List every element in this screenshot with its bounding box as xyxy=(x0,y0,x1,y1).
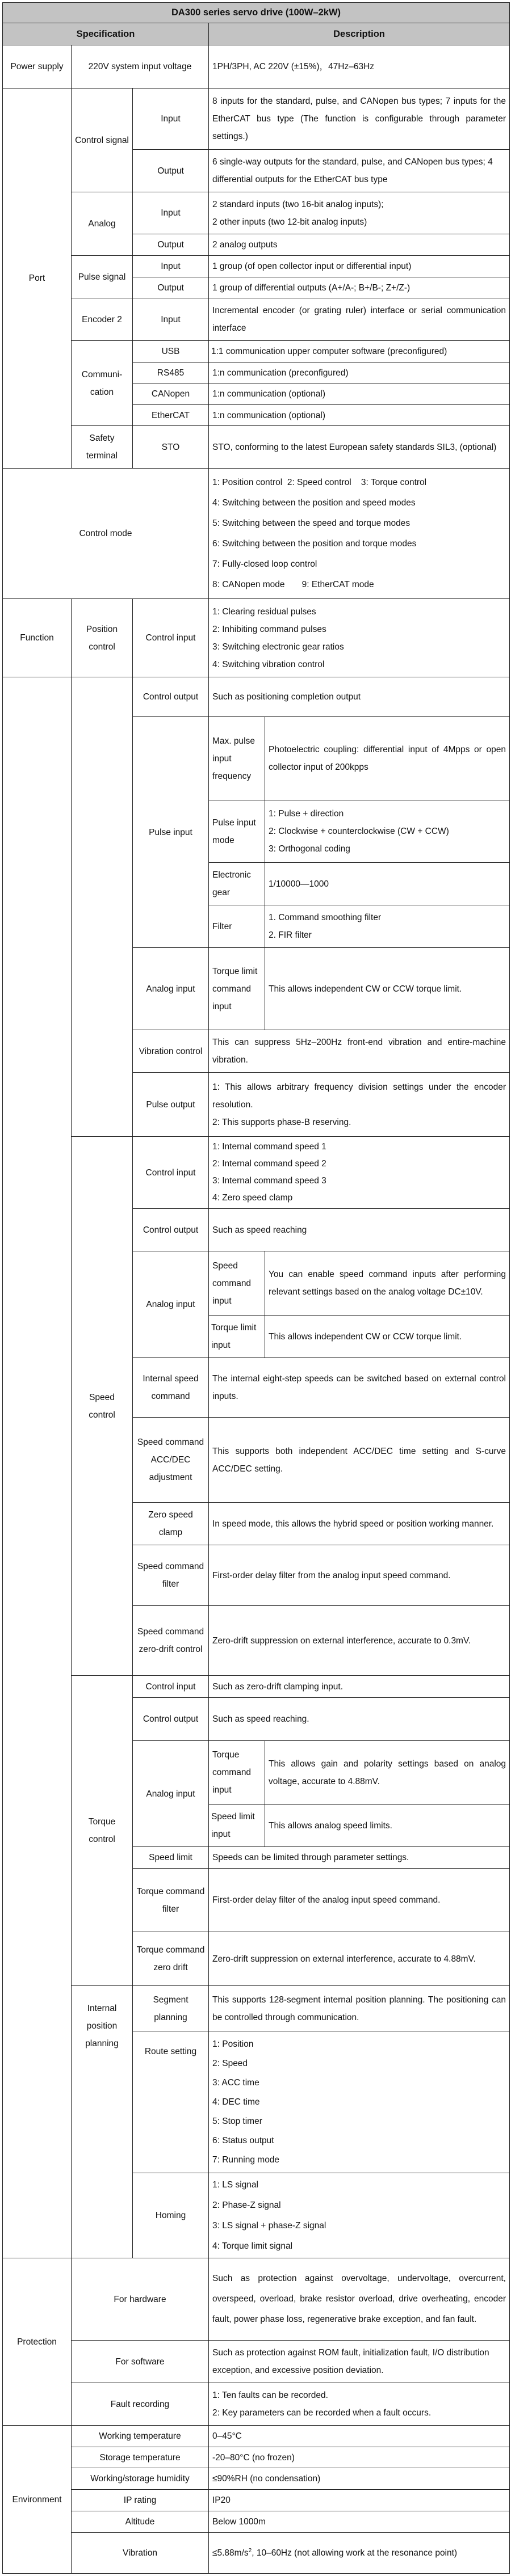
label-text: CANopen xyxy=(151,389,190,399)
desc-line: 4: Zero speed clamp xyxy=(212,1193,293,1203)
spec-desc xyxy=(208,1208,510,1251)
desc-line: 1: Position control 2: Speed control 3: Torque control xyxy=(212,477,427,487)
vibration-post: , 10–60Hz (not allowing work at the resonance point) xyxy=(252,2548,458,2558)
label-text: RS485 xyxy=(157,368,185,378)
spec-item xyxy=(132,255,209,277)
spec-item xyxy=(132,1545,209,1606)
desc-text: This allows analog speed limits. xyxy=(269,1820,392,1831)
desc-text: In speed mode, this allows the hybrid speed or position working manner. xyxy=(212,1519,494,1529)
label-text: Electronic gear xyxy=(212,870,252,897)
spec-item xyxy=(132,1502,209,1545)
label-text: Safety terminal xyxy=(86,433,118,461)
spec-desc xyxy=(208,1357,510,1418)
spec-desc xyxy=(208,404,510,426)
desc-line: 1: Internal command speed 1 xyxy=(212,1142,326,1152)
spec-item xyxy=(132,277,209,298)
spec-desc xyxy=(208,1030,510,1073)
spec-item xyxy=(132,1985,209,2031)
label-text: Input xyxy=(161,208,181,218)
spec-item xyxy=(71,2489,209,2511)
label-text: USB xyxy=(161,347,180,356)
label-text: IP rating xyxy=(123,2495,157,2505)
spec-subitem xyxy=(208,1804,265,1847)
desc-lines xyxy=(212,196,506,231)
label-text: Working/storage humidity xyxy=(90,2474,190,2484)
spec-subitem xyxy=(208,800,265,863)
subgroup-communication xyxy=(71,340,133,426)
desc-lines xyxy=(212,1139,506,1207)
spec-desc xyxy=(208,192,510,234)
desc-text: This can suppress 5Hz–200Hz front-end vibration and entire-machine vibration. xyxy=(212,1038,506,1065)
spec-item xyxy=(132,234,209,256)
label-text: Route setting xyxy=(144,2047,197,2056)
spec-desc xyxy=(208,598,510,677)
desc-line: 5: Switching between the speed and torque modes xyxy=(212,518,411,528)
desc-text: 1:1 communication upper computer software (preconfigured) xyxy=(211,347,447,356)
spec-desc xyxy=(208,255,510,277)
group-environment xyxy=(2,2425,72,2574)
spec-subitem xyxy=(208,947,265,1030)
desc-text: 1 group (of open collector input or differential input) xyxy=(212,262,412,271)
desc-text: Such as speed reaching xyxy=(212,1225,307,1235)
header-desc-text: Description xyxy=(333,28,385,39)
spec-item xyxy=(132,1357,209,1418)
desc-lines xyxy=(212,603,506,673)
desc-text: -20–80°C (no frozen) xyxy=(212,2452,295,2463)
desc-line: 1: This allows arbitrary frequency division settings under the encoder resolution. xyxy=(212,1082,506,1110)
desc-text: This allows independent CW or CCW torque limit. xyxy=(269,984,462,994)
desc-text: IP20 xyxy=(212,2495,231,2505)
group-function xyxy=(2,598,72,677)
desc-line: 3: LS signal + phase-Z signal xyxy=(212,2220,326,2231)
label-text: Input xyxy=(161,262,181,271)
spec-desc xyxy=(208,277,510,298)
spec-desc xyxy=(208,1072,510,1137)
desc-text: STO, conforming to the latest European safety standards SIL3, (optional) xyxy=(212,442,497,452)
label-text: Speed command zero-drift control xyxy=(137,1627,204,1654)
spec-item xyxy=(71,2511,209,2533)
spec-desc xyxy=(208,2173,510,2258)
label-text: Pulse input mode xyxy=(212,817,256,845)
subgroup-analog xyxy=(71,192,133,256)
desc-line: 2 standard inputs (two 16-bit analog inputs); xyxy=(212,199,384,209)
label-text: Position control xyxy=(86,624,118,652)
spec-item xyxy=(132,1030,209,1073)
desc-line: 2: Phase-Z signal xyxy=(212,2200,281,2210)
spec-subitem xyxy=(208,1251,265,1316)
spec-desc xyxy=(208,2447,510,2468)
spec-item xyxy=(132,1846,209,1869)
spec-desc xyxy=(265,1740,510,1805)
label-text: Working temperature xyxy=(99,2431,181,2441)
header-spec-text: Specification xyxy=(76,28,135,39)
label-text: Fault recording xyxy=(110,2399,170,2409)
spec-desc xyxy=(208,2489,510,2511)
label-text: Control input xyxy=(145,633,196,643)
spec-item xyxy=(132,1417,209,1503)
label-text: Control output xyxy=(143,692,199,702)
subgroup-pulse-signal xyxy=(71,255,133,298)
desc-text: First-order delay filter from the analog input speed command. xyxy=(212,1570,451,1580)
subgroup-position-control xyxy=(71,598,133,677)
label-text: Torque limit command input xyxy=(212,966,258,1011)
desc-line: 2. FIR filter xyxy=(269,930,312,940)
desc-line: 7: Fully-closed loop control xyxy=(212,559,317,569)
label-text: Control output xyxy=(143,1714,199,1724)
label-text: Input xyxy=(161,314,181,324)
desc-line: 2: This supports phase-B reserving. xyxy=(212,1117,351,1127)
label-text: Homing xyxy=(155,2211,186,2220)
table-title xyxy=(2,2,510,23)
spec-item xyxy=(71,2383,209,2426)
desc-text: Incremental encoder (or grating ruler) interface or serial communication interface xyxy=(212,306,506,333)
group-protection xyxy=(2,2258,72,2426)
label-text: STO xyxy=(161,442,180,452)
desc-text: 8 inputs for the standard, pulse, and CANopen bus types; 7 inputs for the EtherCAT bus type (The function is configurable through parameter settings.) xyxy=(212,96,506,141)
spec-item xyxy=(132,1868,209,1932)
label-text: Analog input xyxy=(146,1300,195,1309)
spec-item xyxy=(71,2468,209,2490)
desc-text: 6 single-way outputs for the standard, pulse, and CANopen bus types; 4 differential outputs for the EtherCAT bus type xyxy=(212,157,493,184)
desc-text xyxy=(212,2544,506,2562)
label-text: Output xyxy=(157,283,184,293)
label-text: Protection xyxy=(17,2337,57,2347)
spec-desc xyxy=(208,1545,510,1606)
desc-line: 2: Key parameters can be recorded when a fault occurs. xyxy=(212,2408,432,2418)
spec-item xyxy=(71,2447,209,2468)
label-text: EtherCAT xyxy=(152,410,190,420)
superscript: 2 xyxy=(248,2547,252,2554)
desc-lines xyxy=(212,2175,506,2257)
desc-text: 1PH/3PH, AC 220V (±15%)，47Hz–63Hz xyxy=(212,62,375,71)
desc-line: 2: Internal command speed 2 xyxy=(212,1159,326,1169)
spec-desc xyxy=(208,362,510,383)
label-text: Speed limit xyxy=(149,1853,192,1862)
desc-text: Such as positioning completion output xyxy=(212,692,361,702)
desc-line: 3: ACC time xyxy=(212,2077,259,2088)
spec-item xyxy=(71,2532,209,2574)
label-text: For software xyxy=(115,2356,165,2367)
label-text: Storage temperature xyxy=(99,2452,181,2463)
spec-item xyxy=(132,677,209,717)
spec-desc xyxy=(208,2383,510,2426)
label-text: Segment planning xyxy=(153,1995,189,2022)
spec-subitem xyxy=(208,905,265,948)
desc-text: This supports both independent ACC/DEC time setting and S-curve ACC/DEC setting. xyxy=(212,1446,506,1474)
spec-item xyxy=(132,340,209,362)
desc-line: 2 other inputs (two 12-bit analog inputs) xyxy=(212,217,367,227)
group-control-mode xyxy=(2,468,209,599)
spec-item xyxy=(132,88,209,150)
spec-desc xyxy=(208,298,510,341)
spec-desc xyxy=(208,234,510,256)
spec-desc xyxy=(208,1136,510,1209)
title-text: DA300 series servo drive (100W–2kW) xyxy=(171,7,341,18)
desc-line: 1: Position xyxy=(212,2039,254,2049)
label-text: Speed control xyxy=(89,1392,115,1420)
desc-text: 0–45°C xyxy=(212,2431,242,2441)
spec-item xyxy=(132,1251,209,1358)
desc-text: Such as protection against ROM fault, initialization fault, I/O distribution exception, and excessive position deviation. xyxy=(212,2348,489,2375)
label-text: Environment xyxy=(12,2494,62,2505)
subgroup-safety-terminal xyxy=(71,425,133,469)
label-text: Torque control xyxy=(88,1817,116,1844)
label-text: Communi- cation xyxy=(81,369,123,397)
desc-text: 2 analog outputs xyxy=(212,240,278,250)
desc-text: You can enable speed command inputs after performing relevant settings based on the analog voltage DC±10V. xyxy=(269,1270,506,1297)
spec-desc xyxy=(208,1502,510,1545)
spec-item xyxy=(132,298,209,341)
spec-desc xyxy=(265,862,510,905)
label-text: Torque limit input xyxy=(211,1323,257,1350)
spec-subitem xyxy=(208,1315,265,1358)
spec-desc xyxy=(208,1697,510,1741)
label-text: Speed command input xyxy=(212,1260,252,1306)
desc-line: 7: Running mode xyxy=(212,2155,280,2165)
spec-desc xyxy=(208,2258,510,2341)
spec-desc xyxy=(265,1804,510,1847)
header-description xyxy=(208,23,510,45)
desc-line: 8: CANopen mode 9: EtherCAT mode xyxy=(212,579,374,589)
spec-item xyxy=(132,425,209,469)
desc-text: First-order delay filter of the analog input speed command. xyxy=(212,1895,441,1905)
spec-item xyxy=(132,947,209,1030)
label-text: Control output xyxy=(143,1225,199,1235)
desc-line: 4: Switching between the position and speed modes xyxy=(212,498,416,508)
label-text: Internal speed command xyxy=(143,1374,199,1401)
spec-item xyxy=(132,192,209,234)
spec-desc xyxy=(265,1251,510,1316)
spec-desc xyxy=(208,149,510,192)
spec-desc xyxy=(208,425,510,469)
desc-line: 1: Clearing residual pulses xyxy=(212,606,316,617)
spec-item xyxy=(132,1740,209,1847)
spec-item xyxy=(132,1697,209,1741)
desc-lines xyxy=(212,473,506,595)
subgroup-control-signal xyxy=(71,88,133,192)
spec-item xyxy=(132,598,209,677)
spec-desc xyxy=(265,947,510,1030)
spec-item xyxy=(132,1932,209,1986)
desc-lines xyxy=(212,2387,506,2422)
desc-line: 3: Orthogonal coding xyxy=(269,844,350,854)
spec-desc xyxy=(265,905,510,948)
label-text: Torque command filter xyxy=(136,1886,205,1914)
spec-desc xyxy=(208,340,510,362)
spec-desc xyxy=(208,2031,510,2173)
desc-line: 4: Switching vibration control xyxy=(212,659,325,669)
desc-text: Zero-drift suppression on external interference, accurate to 4.88mV. xyxy=(212,1954,476,1964)
spec-desc xyxy=(208,1932,510,1986)
label-text: Speed limit input xyxy=(211,1812,255,1839)
desc-lines xyxy=(269,805,506,858)
spec-desc xyxy=(208,2532,510,2574)
desc-text: 1:n communication (optional) xyxy=(212,410,326,420)
spec-desc xyxy=(208,2511,510,2533)
desc-text: Such as zero-drift clamping input. xyxy=(212,1681,344,1692)
desc-text: Zero-drift suppression on external interference, accurate to 0.3mV. xyxy=(212,1635,471,1646)
spec-desc xyxy=(265,1315,510,1358)
label-text: Pulse input xyxy=(149,827,192,837)
spec-desc xyxy=(208,1417,510,1503)
spec-item xyxy=(132,404,209,426)
subgroup-position-continued xyxy=(71,677,133,1137)
desc-line: 4: Torque limit signal xyxy=(212,2241,293,2251)
desc-lines xyxy=(212,1078,506,1131)
label-text: Max. pulse input frequency xyxy=(212,736,255,781)
spec-desc xyxy=(208,2425,510,2447)
desc-line: 4: DEC time xyxy=(212,2097,260,2107)
spec-desc xyxy=(208,383,510,405)
label-text: Analog input xyxy=(146,984,195,994)
spec-item xyxy=(71,2340,209,2383)
desc-line: 1: Ten faults can be recorded. xyxy=(212,2391,328,2400)
spec-item xyxy=(71,45,209,88)
spec-subitem xyxy=(208,862,265,905)
vibration-pre: ≤5.88m/s xyxy=(212,2548,249,2558)
header-specification xyxy=(2,23,209,45)
label-text: Control input xyxy=(145,1167,196,1178)
spec-desc xyxy=(265,800,510,863)
label-text: Output xyxy=(157,240,184,250)
desc-text: Such as speed reaching. xyxy=(212,1714,309,1724)
group-power-supply xyxy=(2,45,72,88)
desc-line: 3: Switching electronic gear ratios xyxy=(212,642,344,652)
spec-desc xyxy=(208,468,510,599)
group-port xyxy=(2,88,72,469)
spec-desc xyxy=(208,1846,510,1869)
desc-line: 6: Status output xyxy=(212,2135,274,2145)
label-text: Internal position planning xyxy=(85,2004,119,2048)
label-text: Vibration xyxy=(123,2548,157,2558)
desc-text: 1 group of differential outputs (A+/A-; B+/B-; Z+/Z-) xyxy=(212,283,411,293)
label-text: Zero speed clamp xyxy=(148,1510,193,1537)
label-text: Vibration control xyxy=(139,1046,203,1056)
desc-text: 1/10000—1000 xyxy=(269,879,329,889)
label-text: Encoder 2 xyxy=(82,314,122,324)
label-text: Control signal xyxy=(75,135,129,145)
label-text: Input xyxy=(161,114,181,124)
desc-line: 2: Speed xyxy=(212,2058,248,2068)
spec-desc xyxy=(208,88,510,150)
desc-line: 3: Internal command speed 3 xyxy=(212,1176,326,1186)
spec-item xyxy=(132,362,209,383)
desc-line: 1: Pulse + direction xyxy=(269,809,344,819)
spec-item xyxy=(71,2425,209,2447)
desc-text: This supports 128-segment internal position planning. The positioning can be controlled through communication. xyxy=(212,1995,506,2022)
desc-text: Photoelectric coupling: differential input of 4Mpps or open collector input of 200kpps xyxy=(269,745,506,772)
spec-item xyxy=(71,2258,209,2341)
spec-item-pulse-input xyxy=(132,716,209,948)
label-text: Pulse output xyxy=(146,1099,195,1110)
desc-text: 1:n communication (optional) xyxy=(212,389,326,399)
spec-item xyxy=(132,1675,209,1698)
spec-desc xyxy=(265,716,510,800)
label-text: Altitude xyxy=(125,2517,155,2527)
label-text: Analog xyxy=(88,219,116,229)
label-text: Filter xyxy=(212,921,232,931)
desc-text: Speeds can be limited through parameter settings. xyxy=(212,1853,409,1862)
label-text: Pulse signal xyxy=(78,272,126,282)
desc-line: 1. Command smoothing filter xyxy=(269,913,382,922)
spec-item xyxy=(132,2173,209,2258)
label-text: Speed command ACC/DEC adjustment xyxy=(137,1437,204,1482)
desc-text: Below 1000m xyxy=(212,2517,266,2527)
spec-item xyxy=(132,2031,209,2173)
desc-lines xyxy=(212,2035,506,2170)
subgroup-encoder-2 xyxy=(71,298,133,341)
spec-subitem xyxy=(208,1740,265,1805)
spec-item xyxy=(132,1605,209,1676)
label-text: Power supply xyxy=(10,62,64,71)
desc-text: Such as protection against overvoltage, undervoltage, overcurrent, overspeed, overload, brake resistor overload, drive overheating, encoder fault, power phase loss, regenerative brake exception, and fan fault. xyxy=(212,2274,506,2324)
desc-line: 2: Inhibiting command pulses xyxy=(212,624,326,634)
label-text: Port xyxy=(28,273,45,283)
desc-text: ≤90%RH (no condensation) xyxy=(212,2474,321,2484)
spec-desc xyxy=(208,677,510,717)
desc-line: 6: Switching between the position and torque modes xyxy=(212,538,417,549)
subgroup-internal-position-planning xyxy=(71,1985,133,2258)
group-function-continued xyxy=(2,677,72,2258)
label-text: Speed command filter xyxy=(137,1562,204,1589)
label-text: Control mode xyxy=(79,529,132,538)
desc-line: 1: LS signal xyxy=(212,2179,258,2190)
spec-desc xyxy=(208,1675,510,1698)
subgroup-speed-control xyxy=(71,1136,133,1676)
desc-text: The internal eight-step speeds can be switched based on external control inputs. xyxy=(212,1374,506,1401)
desc-text: 1:n communication (preconfigured) xyxy=(212,368,349,378)
desc-line: 2: Clockwise + counterclockwise (CW + CCW) xyxy=(269,827,449,836)
spec-item xyxy=(132,1208,209,1251)
label-text: 220V system input voltage xyxy=(88,62,192,71)
label-text: Analog input xyxy=(146,1789,195,1799)
subgroup-torque-control xyxy=(71,1675,133,1986)
desc-lines xyxy=(269,909,506,944)
label-text: Function xyxy=(20,633,54,643)
label-text: Torque command input xyxy=(212,1750,252,1795)
label-text: Control input xyxy=(145,1681,196,1692)
desc-text: This allows gain and polarity settings based on analog voltage, accurate to 4.88mV. xyxy=(269,1759,506,1786)
spec-desc xyxy=(208,1868,510,1932)
label-text: Torque command zero drift xyxy=(136,1945,205,1972)
spec-item xyxy=(132,383,209,405)
spec-item xyxy=(132,149,209,192)
spec-desc xyxy=(208,2468,510,2490)
spec-desc xyxy=(208,45,510,88)
label-text: Output xyxy=(157,166,184,176)
spec-desc xyxy=(208,1605,510,1676)
spec-subitem xyxy=(208,716,265,800)
desc-line: 5: Stop timer xyxy=(212,2116,262,2126)
desc-text: This allows independent CW or CCW torque limit. xyxy=(269,1331,462,1342)
spec-item xyxy=(132,1136,209,1209)
spec-desc xyxy=(208,1985,510,2031)
spec-item xyxy=(132,1072,209,1137)
spec-desc xyxy=(208,2340,510,2383)
label-text: For hardware xyxy=(114,2294,166,2304)
